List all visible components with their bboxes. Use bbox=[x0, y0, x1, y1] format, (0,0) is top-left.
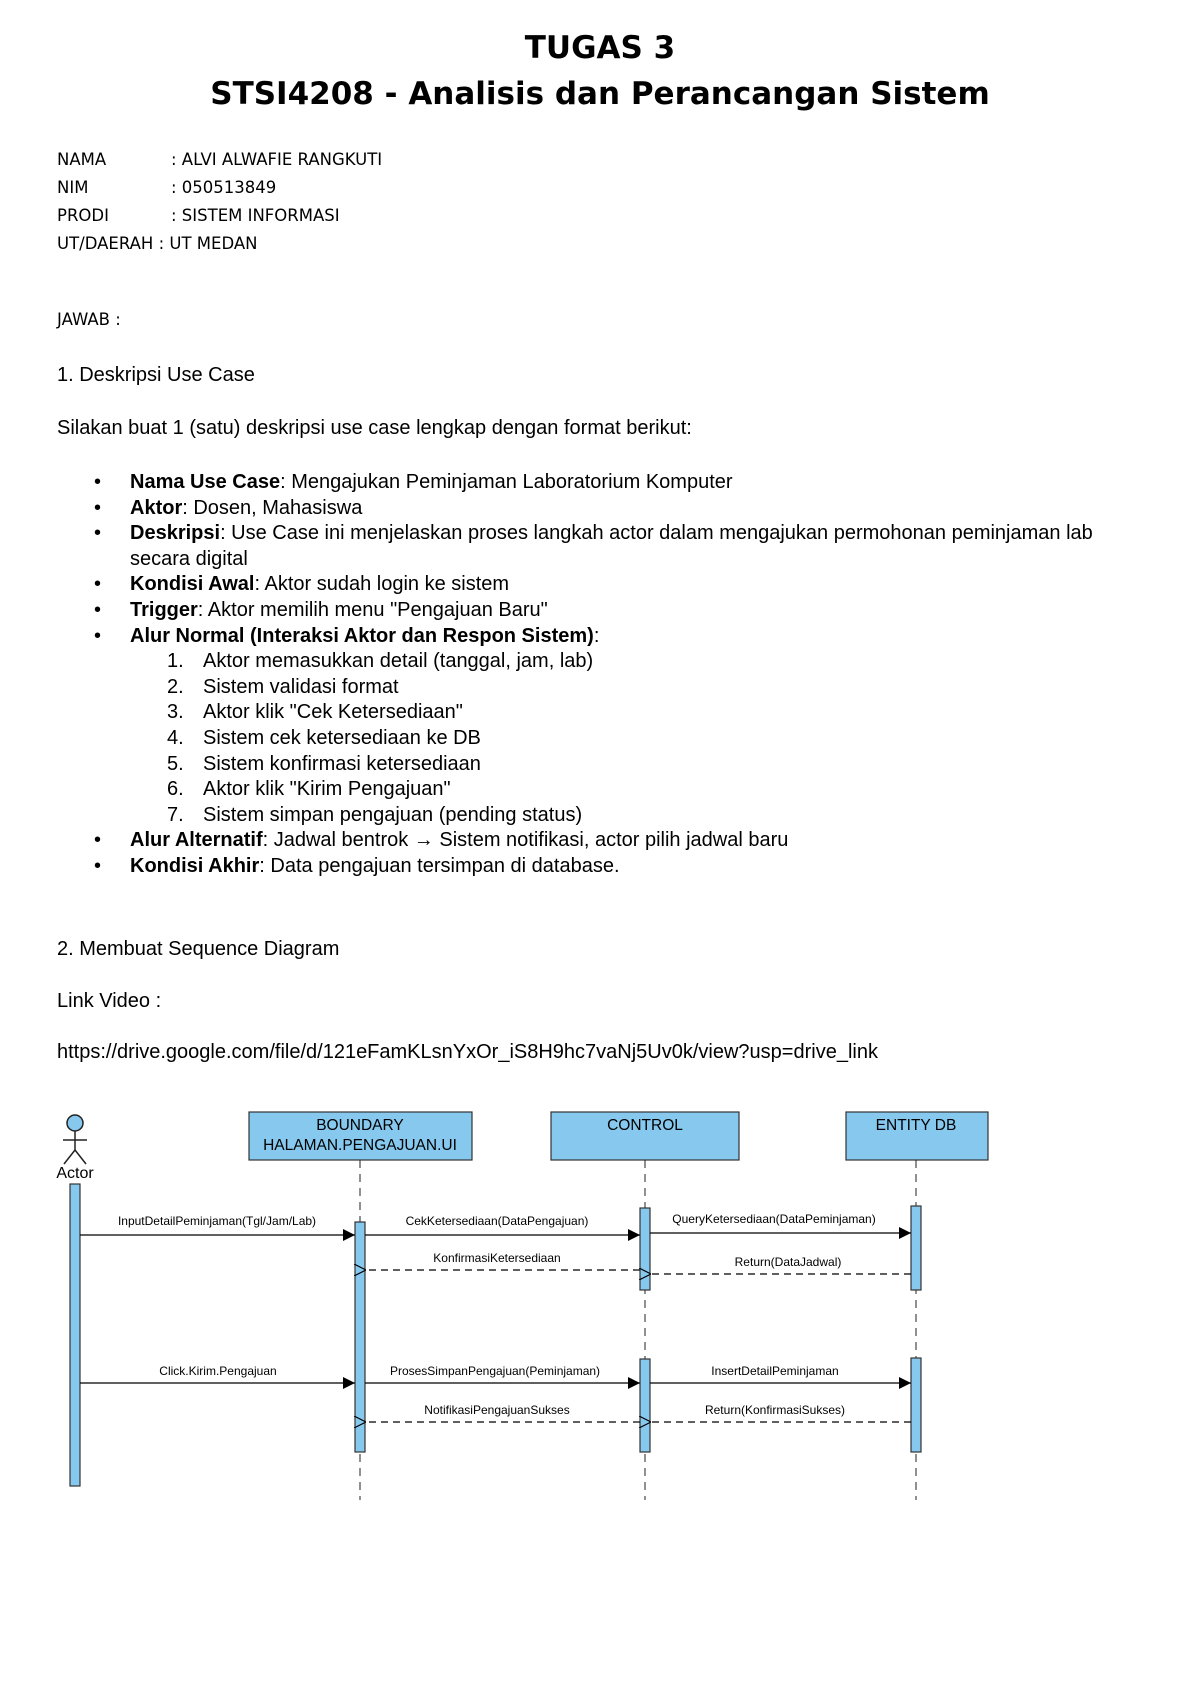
step-item bbox=[57, 700, 1117, 726]
step-number: 4. bbox=[167, 726, 184, 749]
item-text: : Aktor memilih menu "Pengajuan Baru" bbox=[197, 598, 548, 621]
item-text: : Use Case ini menjelaskan proses langkah actor dalam mengajukan permohonan peminjaman lab secara digital bbox=[130, 522, 1093, 570]
control-label: CONTROL bbox=[607, 1117, 683, 1134]
info-row-nama bbox=[57, 146, 382, 174]
link-label: Link Video : bbox=[57, 990, 162, 1012]
list-item bbox=[57, 624, 1117, 650]
step-text: Aktor klik "Cek Ketersediaan" bbox=[203, 701, 463, 724]
item-label: Nama Use Case bbox=[130, 471, 281, 493]
item-label: Alur Normal (Interaksi Aktor dan Respon Sistem) bbox=[130, 624, 594, 647]
control-activation bbox=[640, 1359, 650, 1452]
entity-label: ENTITY DB bbox=[875, 1117, 957, 1134]
item-label: Aktor bbox=[130, 496, 183, 519]
bullet-icon: • bbox=[94, 573, 102, 596]
video-link[interactable]: https://drive.google.com/file/d/121eFamKLsnYxOr_iS8H9hc7vaNj5Uv0k/view?usp=drive_link bbox=[57, 1041, 878, 1063]
list-item bbox=[57, 828, 1117, 854]
list-item bbox=[57, 572, 1117, 598]
bullet-icon: • bbox=[94, 496, 102, 519]
bullet-icon: • bbox=[94, 471, 102, 493]
step-text: Aktor memasukkan detail (tanggal, jam, lab) bbox=[203, 650, 594, 673]
message-label: Return(KonfirmasiSukses) bbox=[704, 1403, 846, 1417]
step-item bbox=[57, 726, 1117, 752]
nama-label: NAMA bbox=[57, 150, 107, 169]
message-label: KonfirmasiKetersediaan bbox=[433, 1251, 561, 1265]
prodi-label: PRODI bbox=[57, 206, 109, 225]
message-label: NotifikasiPengajuanSukses bbox=[424, 1403, 570, 1417]
boundary-sublabel: HALAMAN.PENGAJUAN.UI bbox=[263, 1137, 457, 1154]
item-label: Kondisi Awal bbox=[130, 573, 255, 596]
step-number: 5. bbox=[167, 752, 184, 775]
section2-heading: 2. Membuat Sequence Diagram bbox=[57, 938, 340, 960]
control-activation bbox=[640, 1208, 650, 1290]
message-label: InputDetailPeminjaman(Tgl/Jam/Lab) bbox=[117, 1214, 317, 1228]
ut-label: UT/DAERAH bbox=[57, 234, 154, 253]
message-label: Return(DataJadwal) bbox=[734, 1255, 842, 1269]
entity-activation bbox=[911, 1358, 921, 1452]
nama-value: : ALVI ALWAFIE RANGKUTI bbox=[171, 150, 383, 169]
bullet-icon: • bbox=[94, 522, 102, 545]
section1-heading: 1. Deskripsi Use Case bbox=[57, 364, 255, 386]
list-item bbox=[57, 598, 1117, 624]
step-item bbox=[57, 803, 1117, 829]
section1-intro: Silakan buat 1 (satu) deskripsi use case lengkap dengan format berikut: bbox=[57, 417, 692, 439]
list-item bbox=[57, 854, 1117, 880]
step-item bbox=[57, 649, 1117, 675]
item-label: Kondisi Akhir bbox=[130, 854, 260, 877]
list-item bbox=[57, 470, 1117, 496]
step-text: Aktor klik "Kirim Pengajuan" bbox=[203, 778, 451, 801]
nim-label: NIM bbox=[57, 178, 89, 197]
item-text: : Dosen, Mahasiswa bbox=[182, 496, 363, 519]
message-label: QueryKetersediaan(DataPeminjaman) bbox=[672, 1212, 876, 1226]
use-case-list bbox=[57, 470, 1117, 880]
message-label: InsertDetailPeminjaman bbox=[711, 1364, 839, 1378]
prodi-value: : SISTEM INFORMASI bbox=[171, 206, 340, 225]
step-number: 7. bbox=[167, 803, 184, 826]
step-text: Sistem simpan pengajuan (pending status) bbox=[203, 803, 583, 826]
item-text: : Aktor sudah login ke sistem bbox=[254, 573, 510, 596]
bullet-icon: • bbox=[94, 598, 102, 621]
item-label: Alur Alternatif bbox=[130, 829, 263, 852]
step-text: Sistem konfirmasi ketersediaan bbox=[203, 752, 481, 775]
step-text: Sistem validasi format bbox=[203, 675, 399, 698]
step-number: 6. bbox=[167, 778, 184, 801]
message-label: ProsesSimpanPengajuan(Peminjaman) bbox=[389, 1364, 601, 1378]
jawab-label: JAWAB : bbox=[57, 310, 121, 329]
list-item bbox=[57, 521, 1117, 572]
message-label: Click.Kirim.Pengajuan bbox=[159, 1364, 277, 1378]
bullet-icon: • bbox=[94, 624, 102, 647]
ut-value: : UT MEDAN bbox=[153, 234, 258, 253]
step-number: 1. bbox=[167, 650, 184, 673]
boundary-activation bbox=[355, 1222, 365, 1452]
bullet-icon: • bbox=[94, 829, 102, 852]
actor-icon bbox=[63, 1115, 87, 1164]
step-item bbox=[57, 675, 1117, 701]
step-item bbox=[57, 752, 1117, 778]
bullet-icon: • bbox=[94, 854, 102, 877]
step-number: 3. bbox=[167, 701, 184, 724]
item-label: Trigger bbox=[130, 598, 198, 621]
item-text: : Data pengajuan tersimpan di database. bbox=[259, 854, 620, 877]
student-info bbox=[57, 146, 382, 258]
document-title: TUGAS 3 bbox=[524, 30, 676, 66]
course-title: STSI4208 - Analisis dan Perancangan Sistem bbox=[210, 76, 990, 112]
item-text: : Mengajukan Peminjaman Laboratorium Komputer bbox=[280, 471, 733, 493]
item-label: Deskripsi bbox=[130, 522, 221, 545]
nim-value: : 050513849 bbox=[171, 178, 277, 197]
step-text: Sistem cek ketersediaan ke DB bbox=[203, 726, 481, 749]
item-text: : Jadwal bentrok → Sistem notifikasi, actor pilih jadwal baru bbox=[262, 829, 789, 852]
entity-activation bbox=[911, 1206, 921, 1290]
info-row-nim bbox=[57, 174, 382, 202]
step-item bbox=[57, 777, 1117, 803]
sequence-diagram bbox=[0, 1100, 1200, 1520]
message-label: CekKetersediaan(DataPengajuan) bbox=[405, 1214, 589, 1228]
info-row-ut bbox=[57, 230, 382, 258]
step-number: 2. bbox=[167, 675, 184, 698]
boundary-label: BOUNDARY bbox=[316, 1117, 404, 1134]
item-text: : bbox=[593, 624, 600, 647]
list-item bbox=[57, 496, 1117, 522]
info-row-prodi bbox=[57, 202, 382, 230]
actor-label: Actor bbox=[56, 1165, 94, 1182]
actor-activation bbox=[70, 1184, 80, 1486]
